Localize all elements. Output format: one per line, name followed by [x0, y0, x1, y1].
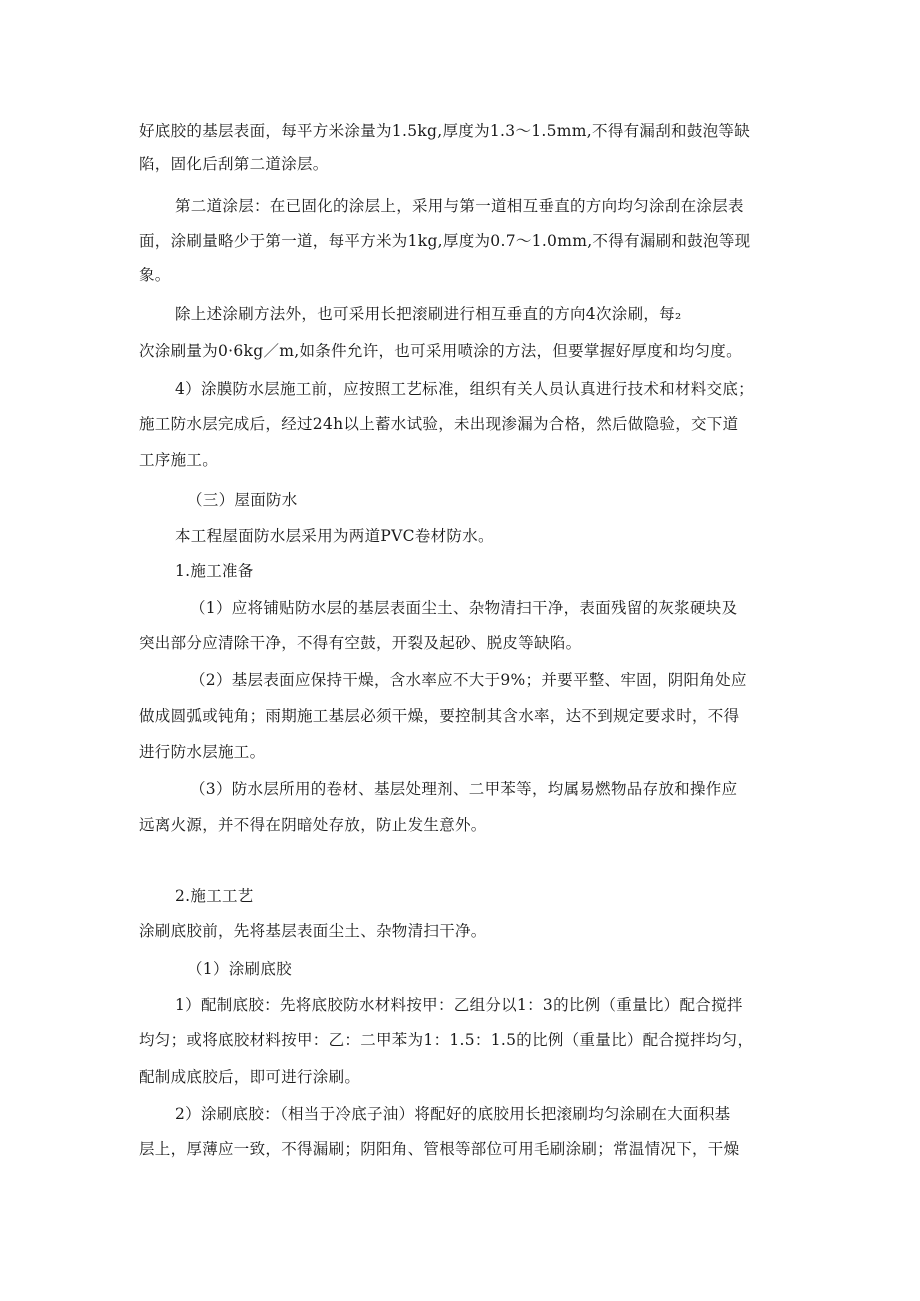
text-line: 工序施工。: [139, 451, 219, 469]
subsection-heading: 2.施工工艺: [175, 887, 254, 905]
text-line: 第二道涂层：在已固化的涂层上，采用与第一道相互垂直的方向均匀涂刮在涂层表: [175, 197, 744, 215]
text-line: 面，涂刷量略少于第一道，每平方米为1kg,厚度为0.7～1.0mm,不得有漏刷和鼓泡等现: [139, 232, 751, 250]
subsection-heading: 1.施工准备: [175, 562, 254, 580]
text-line: 陷，固化后刮第二道涂层。: [139, 155, 329, 173]
text-line: 远离火源，并不得在阴暗处存放，防止发生意外。: [139, 816, 487, 834]
text-line: 突出部分应清除干净，不得有空鼓，开裂及起砂、脱皮等缺陷。: [139, 634, 582, 652]
text-line: 涂刷底胶前，先将基层表面尘土、杂物清扫干净。: [139, 922, 487, 940]
text-line: 做成圆弧或钝角；雨期施工基层必须干燥，要控制其含水率，达不到规定要求时，不得: [139, 707, 740, 725]
text-line: 次涂刷量为0·6kg／m,如条件允许，也可采用喷涂的方法，但要掌握好厚度和均匀度。: [139, 342, 742, 360]
text-line: 好底胶的基层表面，每平方米涂量为1.5kg,厚度为1.3～1.5mm,不得有漏刮和鼓泡等缺: [139, 122, 751, 140]
text-line: 配制成底胶后，即可进行涂刷。: [139, 1068, 361, 1086]
text-line: （3）防水层所用的卷材、基层处理剂、二甲苯等，均属易燃物品存放和操作应: [190, 780, 738, 798]
text-line: （2）基层表面应保持干燥，含水率应不大于9%；并要平整、牢固，阴阳角处应: [190, 671, 747, 689]
text-line: 1）配制底胶：先将底胶防水材料按甲：乙组分以1：3的比例（重量比）配合搅拌: [175, 996, 743, 1014]
text-line: 2）涂刷底胶：（相当于冷底子油）将配好的底胶用长把滚刷均匀涂刷在大面积基: [175, 1105, 731, 1123]
text-line: 本工程屋面防水层采用为两道PVC卷材防水。: [175, 527, 494, 545]
text-line: 层上，厚薄应一致，不得漏刷；阴阳角、管根等部位可用毛刷涂刷；常温情况下，干燥: [139, 1140, 740, 1158]
text-line: 施工防水层完成后，经过24h以上蓄水试验，未出现渗漏为合格，然后做隐验，交下道: [139, 415, 739, 433]
text-line: 进行防水层施工。: [139, 743, 266, 761]
text-line: （1）应将铺贴防水层的基层表面尘土、杂物清扫干净，表面残留的灰浆硬块及: [190, 599, 738, 617]
section-heading: （三）屋面防水: [187, 491, 298, 509]
subsection-heading: （1）涂刷底胶: [187, 960, 292, 978]
text-line: 除上述涂刷方法外，也可采用长把滚刷进行相互垂直的方向4次涂刷，每₂: [175, 305, 682, 323]
text-line: 象。: [139, 266, 171, 284]
text-line: 4）涂膜防水层施工前，应按照工艺标准，组织有关人员认真进行技术和材料交底；: [175, 380, 754, 398]
text-line: 均匀；或将底胶材料按甲：乙：二甲苯为1：1.5：1.5的比例（重量比）配合搅拌均匀，: [139, 1031, 754, 1049]
